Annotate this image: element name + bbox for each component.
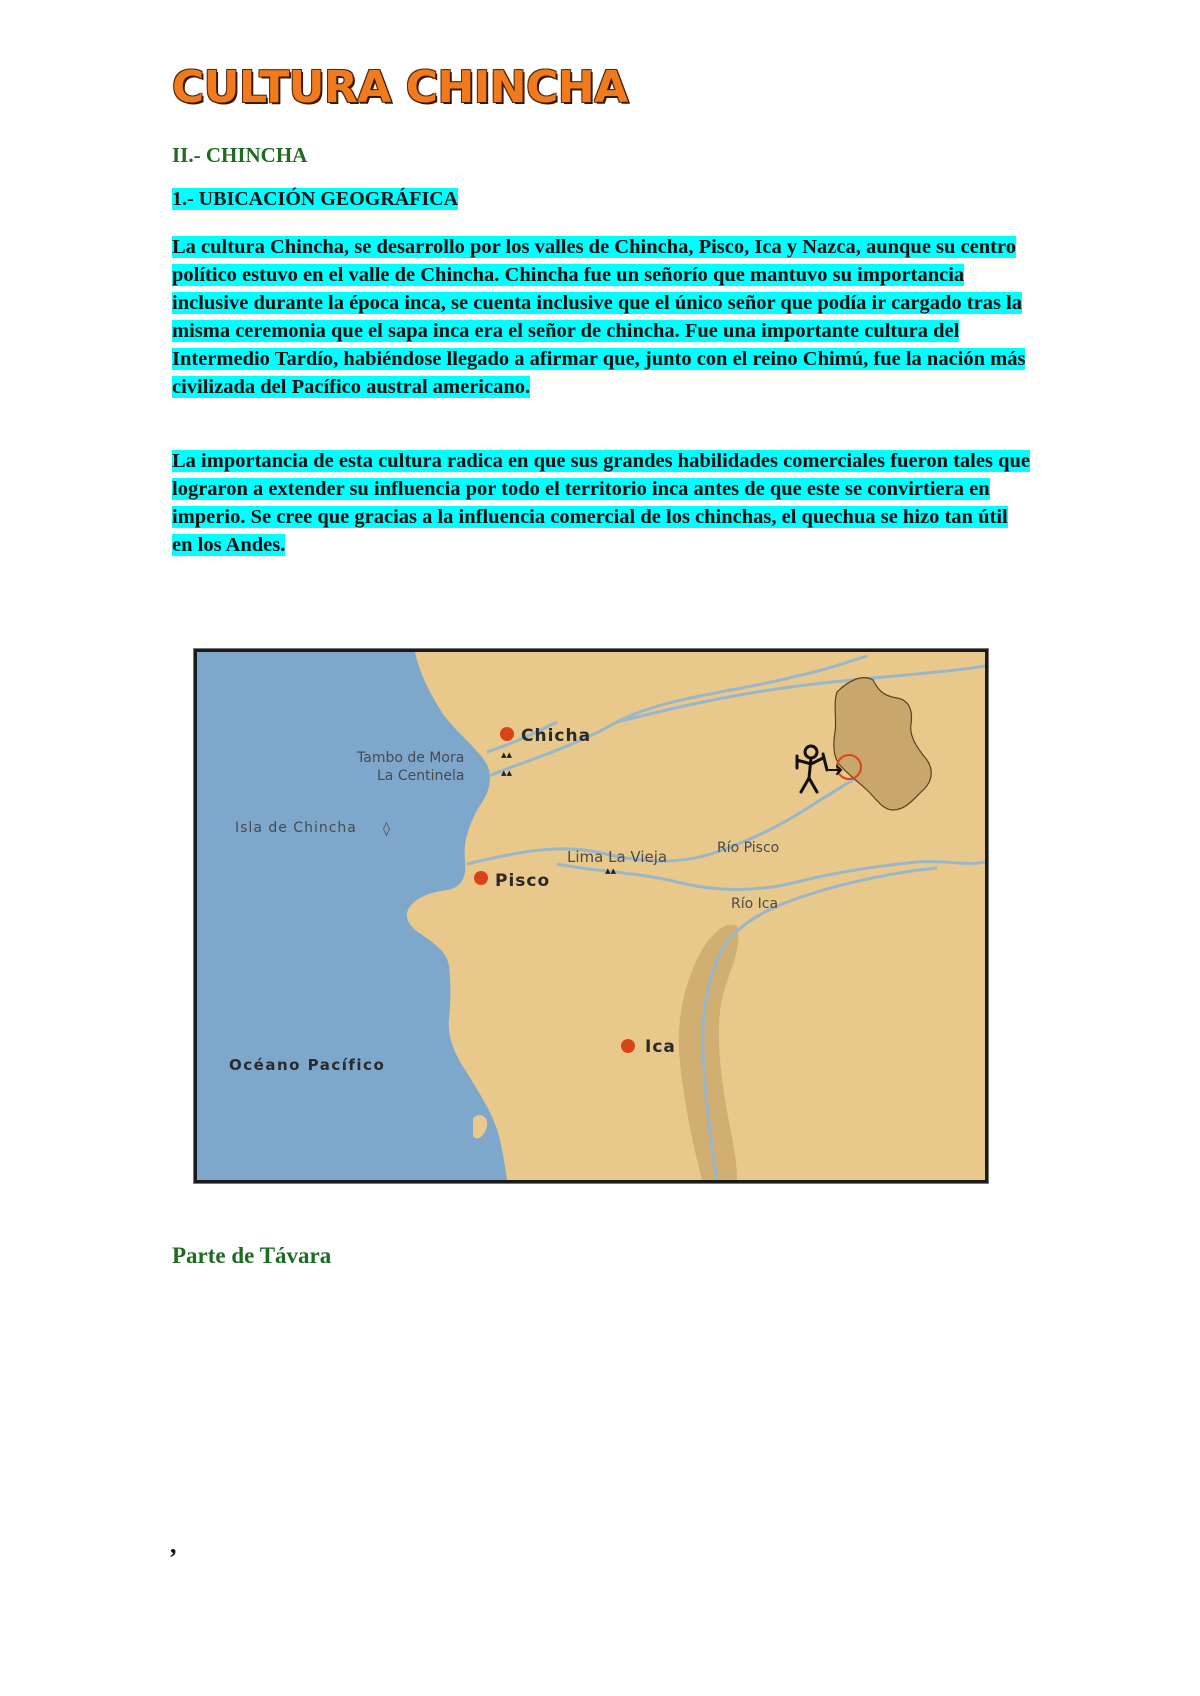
paragraph-2-text: La importancia de esta cultura radica en que sus grandes habilidades comerciales fueron tales que lograron a extender su influencia por todo el territorio inca antes de que este se convirtiera en imperio. Se cree que gracias a la influencia comercial de los chinchas, el quechua se hizo tan útil en los Andes. (172, 450, 1030, 556)
section-heading (172, 188, 458, 211)
paragraph-1 (172, 233, 1032, 401)
ruin-icon-tambo: ▴▴ (501, 748, 513, 761)
trailing-mark: , (170, 1530, 177, 1559)
city-marker-chicha (500, 727, 514, 741)
label-rio-ica: Río Ica (731, 896, 779, 912)
label-isla-de-chincha: Isla de Chincha (235, 820, 357, 836)
island-chincha-mark: ◊ (383, 821, 390, 837)
chincha-map-figure (194, 649, 988, 1183)
ruin-icon-lima-la-vieja: ▴▴ (605, 864, 617, 877)
ruin-icon-centinela: ▴▴ (501, 766, 513, 779)
label-lima-la-vieja: Lima La Vieja (567, 848, 668, 866)
label-rio-pisco: Río Pisco (717, 840, 780, 856)
section-heading-text: 1.- UBICACIÓN GEOGRÁFICA (172, 188, 459, 210)
map-graphic (197, 652, 985, 1180)
paragraph-2 (172, 447, 1032, 559)
city-marker-pisco (474, 871, 488, 885)
document-title: CULTURA CHINCHA (172, 62, 628, 113)
label-la-centinela: La Centinela (377, 768, 465, 784)
city-marker-ica (621, 1039, 635, 1053)
label-chicha: Chicha (521, 726, 592, 746)
label-ica: Ica (645, 1037, 676, 1057)
chapter-heading: II.- CHINCHA (172, 143, 308, 167)
label-tambo-de-mora: Tambo de Mora (357, 750, 465, 766)
map-caption: Parte de Távara (172, 1243, 332, 1268)
label-pisco: Pisco (495, 871, 551, 891)
paragraph-1-text: La cultura Chincha, se desarrollo por los valles de Chincha, Pisco, Ica y Nazca, aunque su centro político estuvo en el valle de Chincha. Chincha fue un señorío que mantuvo su importancia inclusive durante la época inca, se cuenta inclusive que el único señor que podía ir cargado tras la misma ceremonia que el sapa inca era el señor de chincha. Fue una importante cultura del Intermedio Tardío, habiéndose llegado a afirmar que, junto con el reino Chimú, fue la nación más civilizada del Pacífico austral americano. (172, 236, 1026, 398)
label-oceano-pacifico: Océano Pacífico (229, 1056, 386, 1074)
